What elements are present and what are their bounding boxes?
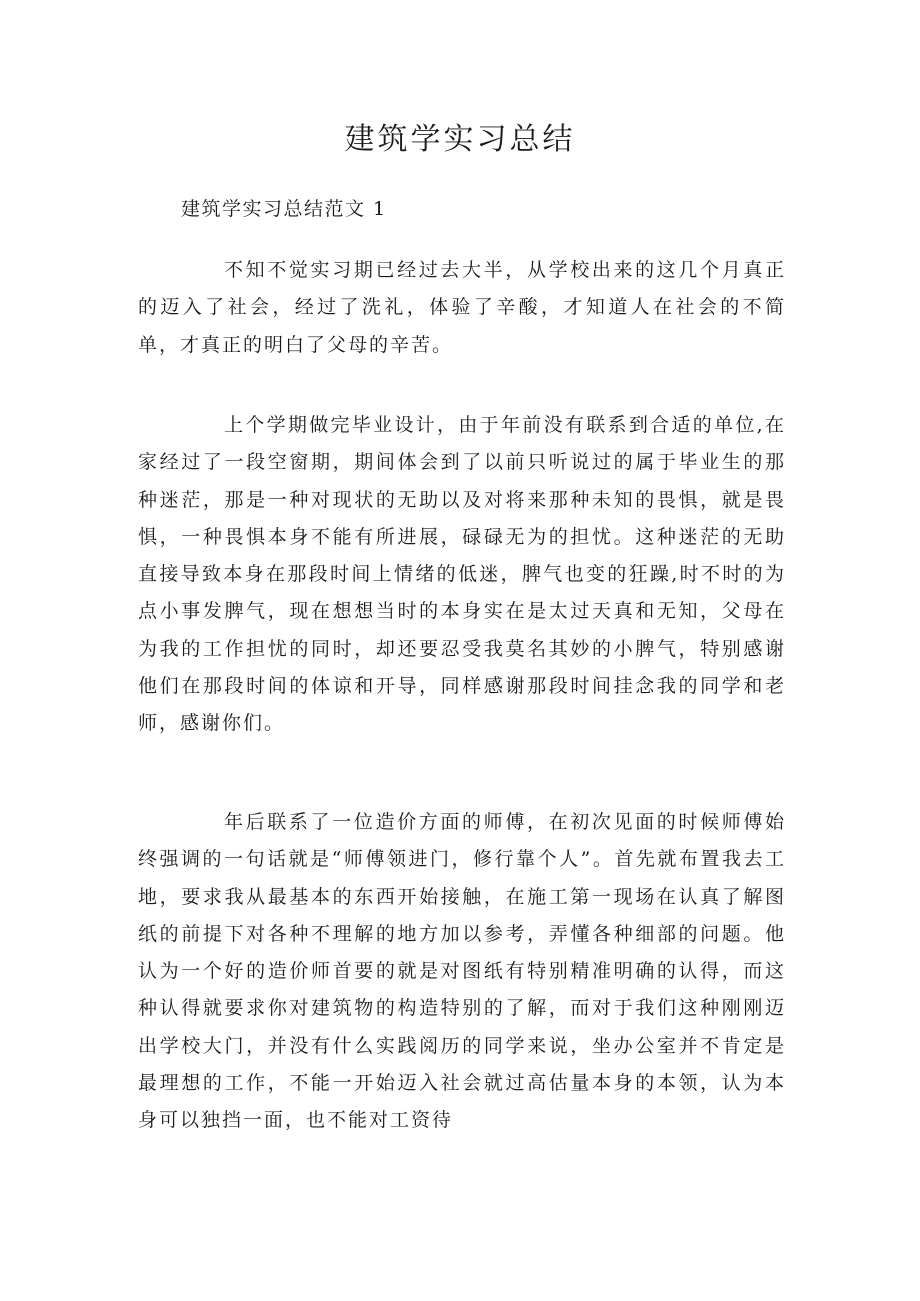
paragraph-2: 上个学期做完毕业设计，由于年前没有联系到合适的单位,在家经过了一段空窗期，期间体会到了以前只听说过的属于毕业生的那种迷茫，那是一种对现状的无助以及对将来那种未知的畏惧，就是畏惧，一种畏惧本身不能有所进展，碌碌无为的担忧。这种迷茫的无助直接导致本身在那段时间上情绪的低迷，脾气也变的狂躁,时不时的为点小事发脾气，现在想想当时的本身实在是太过天真和无知，父母在为我的工作担忧的同时，却还要忍受我莫名其妙的小脾气，特别感谢他们在那段时间的体谅和开导，同样感谢那段时间挂念我的同学和老师，感谢你们。	[138, 414, 786, 735]
document-title: 建筑学实习总结	[344, 122, 576, 157]
document-subtitle: 建筑学实习总结范文 1	[181, 198, 387, 220]
paragraph-1: 不知不觉实习期已经过去大半，从学校出来的这几个月真正的迈入了社会，经过了洗礼，体验了辛酸，才知道人在社会的不简单，才真正的明白了父母的辛苦。	[138, 259, 786, 356]
paragraph-3: 年后联系了一位造价方面的师傅，在初次见面的时候师傅始终强调的一句话就是“师傅领进门，修行靠个人”。首先就布置我去工地，要求我从最基本的东西开始接触，在施工第一现场在认真了解图纸的前提下对各种不理解的地方加以参考，弄懂各种细部的问题。他认为一个好的造价师首要的就是对图纸有特别精准明确的认得，而这种认得就要求你对建筑物的构造特别的了解，而对于我们这种刚刚迈出学校大门，并没有什么实践阅历的同学来说，坐办公室并不肯定是最理想的工作，不能一开始迈入社会就过高估量本身的本领，认为本身可以独挡一面，也不能对工资待	[138, 811, 786, 1132]
